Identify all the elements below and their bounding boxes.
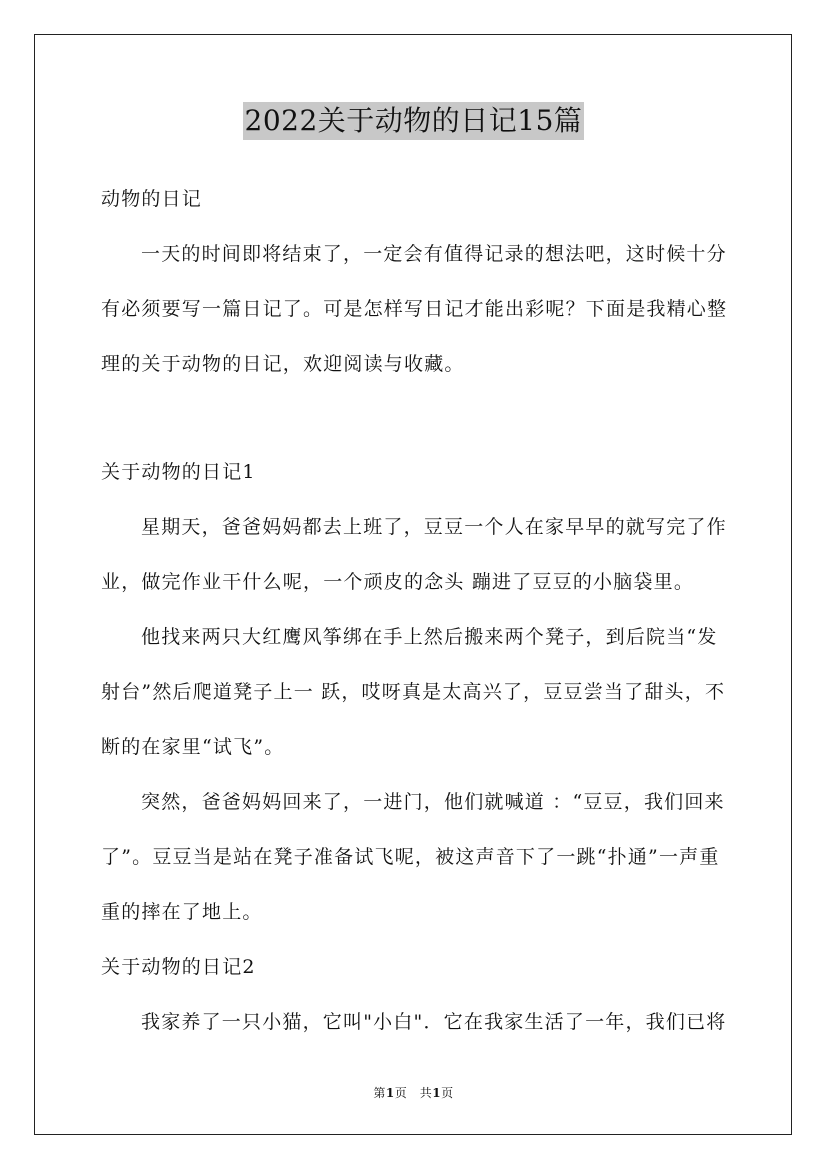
section2-heading: 关于动物的日记2 xyxy=(101,956,256,978)
footer-prefix: 第 xyxy=(373,1086,386,1100)
intro-heading: 动物的日记 xyxy=(101,188,203,210)
section1-paragraph-2: 他找来两只大红鹰风筝绑在手上然后搬来两个凳子，到后院当“发射台”然后爬道凳子上一 跃，哎呀真是太高兴了，豆豆尝当了甜头，不断的在家里“试飞”。 xyxy=(101,626,726,758)
blank-line xyxy=(101,392,731,445)
footer-suffix: 页 xyxy=(441,1086,454,1100)
document-body xyxy=(101,172,731,1050)
section1-heading: 关于动物的日记1 xyxy=(101,461,256,483)
section1-paragraph-1: 星期天，爸爸妈妈都去上班了，豆豆一个人在家早早的就写完了作业，做完作业干什么呢，一个顽皮的念头 蹦进了豆豆的小脑袋里。 xyxy=(101,516,727,593)
footer-total-pages: 1 xyxy=(432,1086,442,1100)
page-footer xyxy=(0,1084,827,1101)
section2-paragraph: 我家养了一只小猫，它叫"小白"．它在我家生活了一年，我们已将 xyxy=(141,1011,727,1033)
document-title: 2022关于动物的日记15篇 xyxy=(243,102,585,140)
intro-paragraph: 一天的时间即将结束了，一定会有值得记录的想法吧，这时候十分有必须要写一篇日记了。可是怎样写日记才能出彩呢？下面是我精心整理的关于动物的日记，欢迎阅读与收藏。 xyxy=(101,243,728,375)
section1-paragraph-3: 突然，爸爸妈妈回来了，一进门，他们就喊道 ：“豆豆，我们回来了”。豆豆当是站在凳子准备试飞呢，被这声音下了一跳“扑通”一声重重的摔在了地上。 xyxy=(101,791,725,923)
footer-mid: 页 共 xyxy=(394,1086,433,1100)
title-container xyxy=(0,102,827,140)
footer-current-page: 1 xyxy=(385,1086,395,1100)
